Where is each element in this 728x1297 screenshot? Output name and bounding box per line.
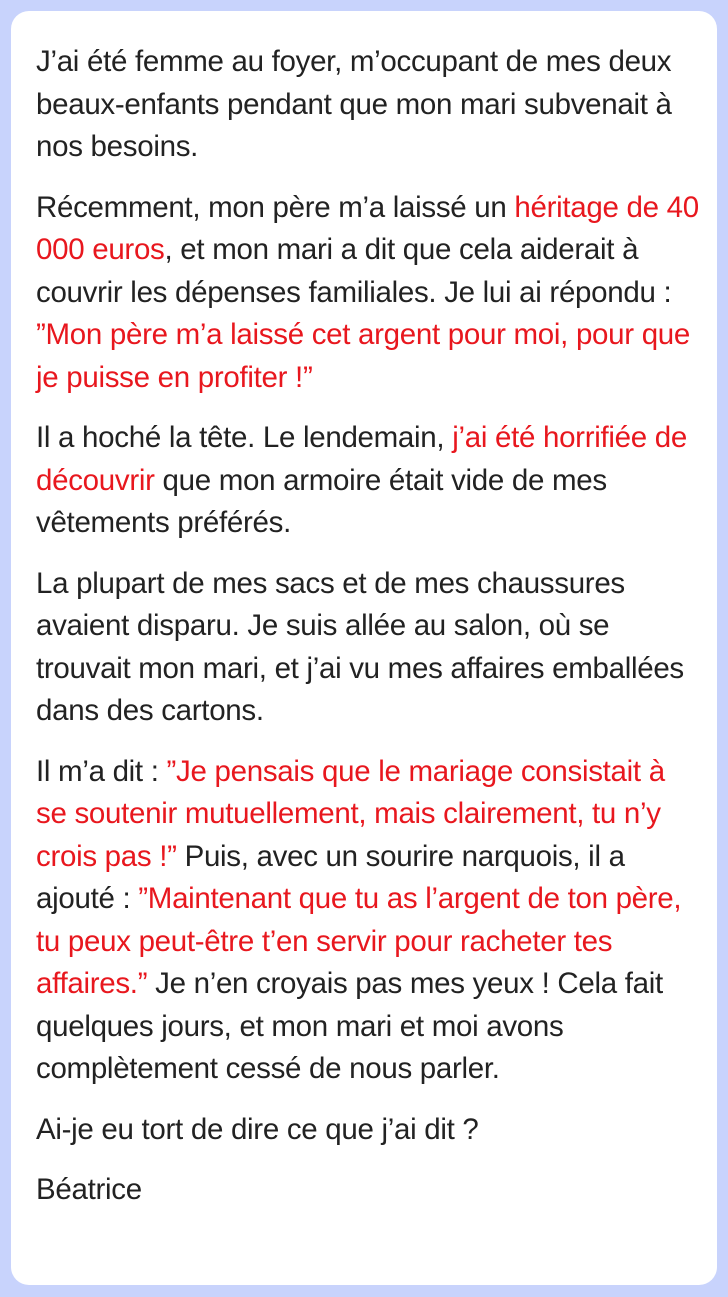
paragraph-intro (36, 41, 699, 169)
paragraph-boxes (36, 563, 699, 733)
highlighted-text-span: ”Maintenant que tu as l’argent de ton père, tu peux peut-être t’en servir pour racheter tes affaires.” (36, 882, 682, 1000)
text-span: J’ai été femme au foyer, m’occupant de mes deux beaux-enfants pendant que mon mari subvenait à nos besoins. (36, 45, 672, 163)
paragraph-inheritance (36, 187, 699, 400)
text-span: que mon armoire était vide de mes vêtements préférés. (36, 463, 607, 539)
highlighted-text-span: j’ai été horrifiée de découvrir (36, 421, 687, 497)
text-span: Récemment, mon père m’a laissé un (36, 190, 515, 224)
highlighted-text-span: ”Mon père m’a laissé cet argent pour moi, pour que je puisse en profiter !” (36, 318, 691, 394)
text-span: La plupart de mes sacs et de mes chaussures avaient disparu. Je suis allée au salon, où se trouvait mon mari, et j’ai vu mes affaires emballées dans des cartons. (36, 566, 684, 727)
signature (36, 1169, 699, 1212)
highlighted-text-span: héritage de 40 000 euros (36, 190, 699, 266)
paragraph-question (36, 1109, 699, 1152)
paragraph-discovery (36, 417, 699, 545)
text-span: Il m’a dit : (36, 754, 167, 788)
paragraph-confrontation (36, 751, 699, 1091)
text-span: , et mon mari a dit que cela aiderait à couvrir les dépenses familiales. Je lui ai répondu : (36, 233, 672, 309)
signature-name: Béatrice (36, 1173, 142, 1206)
letter-card (11, 11, 717, 1285)
text-span: Ai-je eu tort de dire ce que j’ai dit ? (36, 1112, 479, 1146)
text-span: Il a hoché la tête. Le lendemain, (36, 421, 453, 454)
highlighted-text-span: ”Je pensais que le mariage consistait à se soutenir mutuellement, mais clairement, tu n’y crois pas !” (36, 754, 665, 873)
text-span: Je n’en croyais pas mes yeux ! Cela fait quelques jours, et mon mari et moi avons complètement cessé de nous parler. (36, 967, 663, 1085)
text-span: Puis, avec un sourire narquois, il a ajouté : (36, 839, 625, 915)
